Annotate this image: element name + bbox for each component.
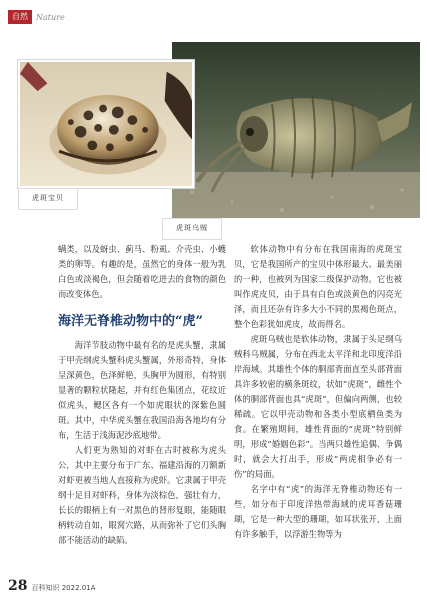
- section-heading: 海洋无脊椎动物中的“虎”: [58, 314, 203, 329]
- cowrie-caption-text: 虎斑宝贝: [32, 194, 64, 202]
- right-paragraph-2: 虎斑乌贼也是软体动物，隶属于头足纲乌贼科乌贼属，分布在西北太平洋和北印度洋沿岸海域。其雄性个体的胴部背面直至头部背面具许多较密的横条斑纹，状如“虎斑”，雌性个体的胴部背面也具“虎斑”，但偏向两侧，也较稀疏。它以甲壳动物和各类小型底栖鱼类为食。在繁殖期间，雄性背面的“虎斑”特别鲜明，形成“婚姻色彩”。当两只雄性追偶、争偶时，就会大打出手，形成“两虎相争必有一伤”的局面。: [234, 334, 402, 479]
- cowrie-photo: [18, 60, 194, 188]
- left-paragraph-1: 海洋节肢动物中最有名的是虎头蟹，隶属于甲壳纲虎头蟹科虎头蟹属，外形奇特，身体呈深黄色，色泽鲜艳，头胸甲为圆形，有特别显著的颗粒状隆起，并有红色集团点，花纹近似虎头，鳃区各有一个如虎眼状的深紫色圆斑。其中，中华虎头蟹在我国沿海各地均有分布，生活于浅海泥沙底地带。: [58, 340, 226, 440]
- page-header: [8, 10, 65, 24]
- cuttlefish-caption-text: 虎斑乌贼: [176, 224, 208, 232]
- left-paragraph-2: 人们更为熟知的对虾在古时被称为虎头公，其中主要分布于广东、福建沿海的刀额新对虾更被当地人直接称为虎虾。它隶属于甲壳纲十足目对虾科，身体为淡棕色，强壮有力，长长的眼柄上有一对黑色的肾形复眼，能随眼柄转动自如，眼窝穴路，从而弥补了它们头胸部不能活动的缺陷。: [58, 445, 226, 545]
- right-column: [234, 242, 402, 542]
- publication-info: 百科知识 2022.01A: [31, 584, 96, 592]
- cuttlefish-caption: [162, 218, 222, 240]
- left-column: [58, 242, 226, 548]
- section-tag: 自然: [8, 10, 32, 24]
- cuttlefish-photo: [172, 42, 420, 218]
- left-paragraph-continued: 螨类，以及蚜虫、蓟马、粉虱、介壳虫、小蠖类的卵等。有趣的是，虽然它的身体一般为乳白色或淡褐色，但会随着吃进去的食物的颜色而改变体色。: [58, 244, 226, 299]
- page-footer: [8, 578, 95, 594]
- right-paragraph-3: 名字中有“虎”的海洋无脊椎动物还有一些，如分布于印度洋热带海域的虎耳香菇珊瑚，它是一种大型的珊瑚，如耳状张开，上面有许多触手，以浮游生物等为: [234, 484, 402, 539]
- page-number: 28: [8, 578, 28, 594]
- right-paragraph-1: 软体动物中有分布在我国南海的虎斑宝贝，它是我国所产的宝贝中体形最大、最美丽的一种，也被列为国家二级保护动物。它也被叫作虎皮贝，由于具有白色或淡黄色的闪亮光泽，而且还杂有许多大小不同的黑褐色斑点，整个色彩犹如虎皮，故而得名。: [234, 244, 402, 329]
- section-english: Nature: [36, 12, 65, 22]
- cowrie-caption: [18, 188, 78, 210]
